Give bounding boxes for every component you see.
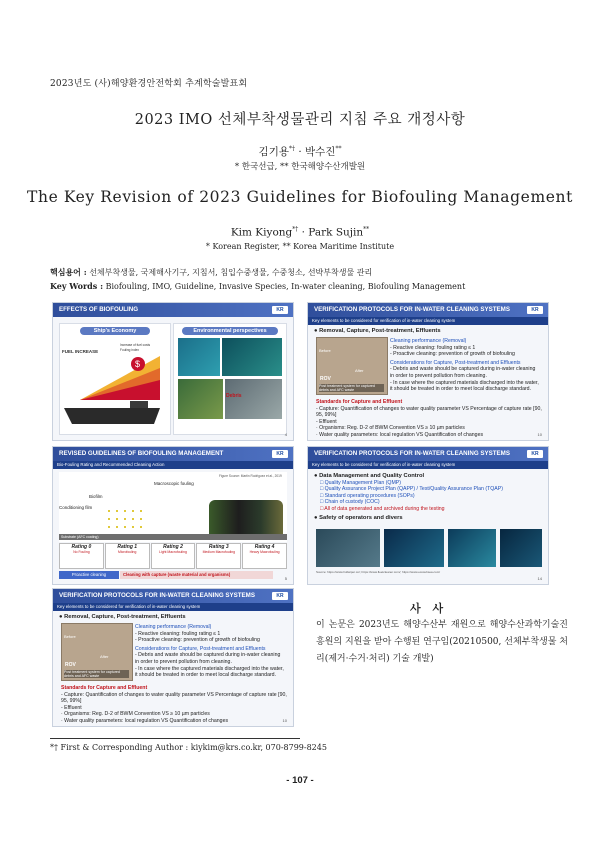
- proactive-cleaning-bar: Proactive cleaning: [59, 571, 119, 579]
- affiliation-korean: * 한국선급, ** 한국해양수산개발원: [234, 162, 366, 172]
- considerations-title: Considerations for Capture, Post-treatment and Effluents: [390, 359, 521, 366]
- debris-capture: - Debris and waste should be captured during in-water cleaning in order to prevent pollution from cleaning.: [135, 652, 281, 665]
- qmp-item: □ Quality Management Plan (QMP): [320, 479, 401, 486]
- slide-effects-of-biofouling: [52, 302, 294, 441]
- author1-en-mark: *†: [292, 226, 299, 233]
- diver-photo-1: [178, 338, 220, 376]
- kr-logo: KR: [272, 306, 288, 314]
- before-label: Before: [319, 348, 331, 353]
- rating-1: [105, 543, 150, 569]
- slide-title-bar: [53, 589, 293, 603]
- substrate-label: Substrate (AFC coating): [61, 535, 99, 539]
- fuel-increase-chart: [60, 338, 168, 433]
- fuel-increase-label: FUEL INCREASE: [62, 349, 99, 354]
- slide-page-number: 14: [537, 576, 542, 581]
- keywords-korean-text: 선체부착생물, 국제해사기구, 지침서, 침입수중생물, 수중청소, 선박부착생물 관리: [89, 268, 373, 277]
- legend-fouling-index: Fouling index: [120, 348, 139, 352]
- author1-en: Kim Kiyong: [230, 226, 293, 239]
- standard-effluent: - Effluent: [316, 418, 337, 425]
- rov-label: ROV: [320, 376, 331, 382]
- title-english: The Key Revision of 2023 Guidelines for Biofouling Management: [27, 188, 573, 206]
- debris-label: Debris: [226, 393, 242, 399]
- author1-kr-mark: *†: [288, 145, 295, 153]
- reactive-cleaning: - Reactive cleaning: fouling rating ≤ 1: [390, 344, 476, 351]
- data-management-heading-text: Data Management and Quality Control: [319, 473, 425, 479]
- data-management-block: [314, 473, 544, 521]
- before-label: Before: [64, 634, 76, 639]
- standard-water-quality: · Water quality parameters: local regulation VS Quantification of changes: [61, 717, 229, 724]
- slide-title: EFFECTS OF BIOFOULING: [59, 306, 139, 313]
- legend-fuel-costs: Increase of fuel costs: [120, 343, 151, 347]
- conference-header: 2023년도 (사)해양환경안전학회 추계학술발표회: [50, 79, 248, 89]
- keywords-english: [50, 281, 570, 291]
- rating-3-desc: Medium Macrofouling: [202, 550, 235, 554]
- author1-kr: 김기용: [258, 146, 289, 158]
- rating-2: [151, 543, 196, 569]
- cleaning-performance-title: Cleaning performance (Removal): [390, 338, 467, 344]
- after-label: After: [355, 368, 364, 373]
- cleaning-performance-title: Cleaning performance (Removal): [135, 624, 212, 630]
- sop-text: Standard operating procedures (SOPs): [324, 492, 415, 499]
- after-label: After: [100, 654, 109, 659]
- safety-heading: ● Safety of operators and divers: [314, 514, 403, 521]
- dollar-sign: $: [135, 359, 141, 369]
- ship-economy-label: Ship's Economy: [80, 327, 150, 335]
- slide-title-bar: [53, 303, 293, 317]
- slide-subtitle: Key elements to be considered for verification of in-water cleaning system: [53, 603, 293, 611]
- biofouling-stages-figure: [59, 472, 287, 542]
- standard-organisms: · Organisms: Reg. D-2 of BWM Convention VS ≥ 10 µm particles: [316, 425, 465, 432]
- slide-page-number: 4: [284, 432, 287, 437]
- slide-title-bar: [308, 447, 548, 461]
- rating-4-title: Rating 4: [254, 544, 275, 550]
- hull-photo: [61, 623, 133, 681]
- slide-title-bar: [308, 303, 548, 317]
- keywords-english-label: Key Words :: [50, 281, 104, 291]
- sop-item: □ Standard operating procedures (SOPs): [320, 492, 415, 499]
- ship-economy-panel: [59, 323, 171, 435]
- qapp-text: Quality Assurance Project Plan (QAPP) / Test/Quality Assurance Plan (TQAP): [324, 486, 503, 493]
- rating-3: [196, 543, 241, 569]
- rating-1-desc: Microfouling: [118, 550, 137, 554]
- slide-title: VERIFICATION PROTOCOLS FOR IN-WATER CLEANING SYSTEMS: [314, 306, 510, 313]
- author2-en-mark: **: [363, 226, 370, 233]
- slide-title: VERIFICATION PROTOCOLS FOR IN-WATER CLEANING SYSTEMS: [314, 450, 510, 457]
- safety-heading-text: Safety of operators and divers: [319, 514, 403, 521]
- slide-page-number: 5: [284, 576, 287, 581]
- authors-korean: [0, 144, 600, 159]
- coc-item: □ Chain of custody (COC): [320, 499, 380, 506]
- coc-text: Chain of custody (COC): [324, 499, 380, 506]
- rating-4-desc: Heavy Macrofouling: [249, 550, 280, 554]
- diver-photo-3: [384, 529, 444, 567]
- diver-photo-2: [222, 338, 282, 376]
- author2-kr-mark: **: [335, 145, 342, 153]
- acknowledgement-text: 이 논문은 2023년도 해양수산부 재원으로 해양수산과학기술진흥원의 지원을 받아 수행된 연구임(20210500, 선체부착생물 처리(제거·수거·처리) 기술 개발): [316, 620, 568, 664]
- standard-organisms: · Organisms: Reg. D-2 of BWM Convention VS ≥ 10 µm particles: [61, 711, 210, 718]
- section-heading: ● Removal, Capture, Post-treatment, Effluents: [314, 328, 441, 334]
- affiliation-english: * Korean Register, ** Korea Maritime Institute: [205, 242, 395, 251]
- rating-2-desc: Light Macrofouling: [159, 550, 187, 554]
- macrofouling-icon: [209, 500, 283, 534]
- photo-source: Source: https://www.hullwiper.co/; https://www.fleetcleaner.com/; https://www.ecosubsea.com/: [316, 570, 441, 574]
- qapp-item: □ Quality Assurance Project Plan (QAPP) / Test/Quality Assurance Plan (TQAP): [320, 486, 503, 493]
- standard-capture: - Capture: Quantification of changes to water quality parameter VS Percentage of capture rate [90, 95, 99%]: [316, 405, 542, 419]
- kr-logo: KR: [527, 306, 543, 314]
- rating-3-title: Rating 3: [208, 544, 229, 550]
- qmp-text: Quality Management Plan (QMP): [324, 479, 401, 486]
- rating-4: [242, 543, 287, 569]
- rating-0-desc: No Fouling: [73, 550, 90, 554]
- slide-subtitle: Key elements to be considered for verification of in-water cleaning system: [308, 461, 548, 469]
- rating-2-title: Rating 2: [163, 544, 183, 550]
- cleaning-debris-photo: [225, 379, 282, 419]
- discharge-treatment: - In case where the captured materials discharged into the water, it should be treated in order to meet local discharge standard.: [390, 379, 539, 393]
- keywords-english-text: Biofouling, IMO, Guideline, Invasive Species, In-water cleaning, Biofouling Management: [105, 282, 466, 291]
- section-heading-text: Removal, Capture, Post-treatment, Effluents: [64, 614, 186, 620]
- data-management-heading: ● Data Management and Quality Control: [314, 473, 425, 479]
- cleaning-performance-block: [390, 338, 540, 393]
- standards-title: Standards for Capture and Effluent: [316, 399, 403, 405]
- title-korean: 2023 IMO 선체부착생물관리 지침 주요 개정사항: [134, 112, 466, 128]
- section-heading-text: Removal, Capture, Post-treatment, Effluents: [319, 328, 441, 334]
- slide-page-number: 10: [282, 718, 287, 723]
- slide-verification-protocols-1: [307, 302, 549, 441]
- rating-1-title: Rating 1: [117, 544, 138, 550]
- conditioning-film-label: Conditioning film: [59, 505, 93, 510]
- slide-title-bar: [53, 447, 293, 461]
- environment-label: Environmental perspectives: [182, 327, 278, 335]
- rating-0: [59, 543, 104, 569]
- proactive-cleaning: - Proactive cleaning: prevention of growth of biofouling: [135, 637, 260, 644]
- archive-text: All of data generated and archived during the testing: [324, 505, 445, 512]
- diver-photo-4: [448, 529, 496, 567]
- biofilm-label: Biofilm: [89, 494, 103, 499]
- ship-bridge-icon: [130, 401, 148, 408]
- authors-english: [0, 226, 600, 239]
- post-treatment-label: Post treatment system for captured debris and AFC waste: [319, 384, 384, 392]
- standard-water-quality: · Water quality parameters: local regulation VS Quantification of changes: [316, 431, 484, 438]
- kr-logo: KR: [527, 450, 543, 458]
- bacteria-cluster-icon: [105, 507, 145, 532]
- archive-item: □ All of data generated and archived during the testing: [320, 505, 445, 512]
- kr-logo: KR: [272, 450, 288, 458]
- standard-capture: - Capture: Quantification of changes to water quality parameter VS Percentage of capture rate [90, 95, 99%]: [61, 691, 287, 705]
- page-number: - 107 -: [286, 775, 314, 786]
- acknowledgement-title: 사 사: [410, 602, 448, 615]
- rating-0-title: Rating 0: [71, 544, 92, 550]
- footnote: *† First & Corresponding Author : kiykim@krs.co.kr, 070-8799-8245: [50, 743, 327, 752]
- considerations-title: Considerations for Capture, Post-treatment and Effluents: [135, 645, 266, 652]
- slide-page-number: 10: [537, 432, 542, 437]
- standards-title: Standards for Capture and Effluent: [61, 685, 148, 691]
- diver-photo-5: [500, 529, 542, 567]
- standards-block: [61, 685, 289, 725]
- slide-revised-guidelines: [52, 446, 294, 585]
- slide-verification-protocols-2: [307, 446, 549, 585]
- discharge-treatment: - In case where the captured materials discharged into the water, it should be treated in order to meet local discharge standard.: [135, 665, 284, 679]
- ship-hull-icon: [64, 408, 160, 424]
- slide-title: REVISED GUIDELINES OF BIOFOULING MANAGEMENT: [59, 450, 224, 457]
- author2-en: · Park Sujin: [298, 226, 364, 239]
- keywords-korean: [50, 267, 570, 278]
- slide-title: VERIFICATION PROTOCOLS FOR IN-WATER CLEANING SYSTEMS: [59, 592, 255, 599]
- standard-effluent: - Effluent: [61, 704, 82, 711]
- section-heading: ● Removal, Capture, Post-treatment, Effluents: [59, 614, 186, 620]
- slide-subtitle: Bio-Fouling Rating and Recommended Cleaning Action: [53, 461, 293, 469]
- proactive-cleaning: - Proactive cleaning: prevention of growth of biofouling: [390, 351, 515, 358]
- slide-subtitle: Key elements to be considered for verification of in-water cleaning system: [308, 317, 548, 325]
- cleaning-performance-block: [135, 624, 285, 679]
- kr-logo: KR: [272, 592, 288, 600]
- rov-label: ROV: [65, 662, 76, 668]
- keywords-korean-label: 핵심용어 :: [50, 267, 87, 277]
- slide-verification-protocols-3: [52, 588, 294, 727]
- post-treatment-label: Post treatment system for captured debris and AFC waste: [64, 670, 129, 678]
- fouled-hull-photo: [178, 379, 223, 419]
- standards-block: [316, 399, 544, 439]
- reactive-cleaning: - Reactive cleaning: fouling rating ≤ 1: [135, 630, 221, 637]
- rating-scale: [59, 543, 287, 569]
- operator-photo-1: [316, 529, 380, 567]
- figure-source: Figure Source: Martin Rodriguez et al., 2019: [219, 474, 282, 478]
- environment-panel: [173, 323, 287, 435]
- author2-kr: · 박수진: [294, 146, 336, 158]
- macro-fouling-label: Macroscopic fouling: [154, 481, 194, 486]
- capture-cleaning-bar: Cleaning with capture (waste material and organisms): [120, 571, 273, 579]
- footnote-divider: [50, 738, 300, 739]
- hull-photo: [316, 337, 388, 395]
- debris-capture: - Debris and waste should be captured during in-water cleaning in order to prevent pollution from cleaning.: [390, 366, 536, 379]
